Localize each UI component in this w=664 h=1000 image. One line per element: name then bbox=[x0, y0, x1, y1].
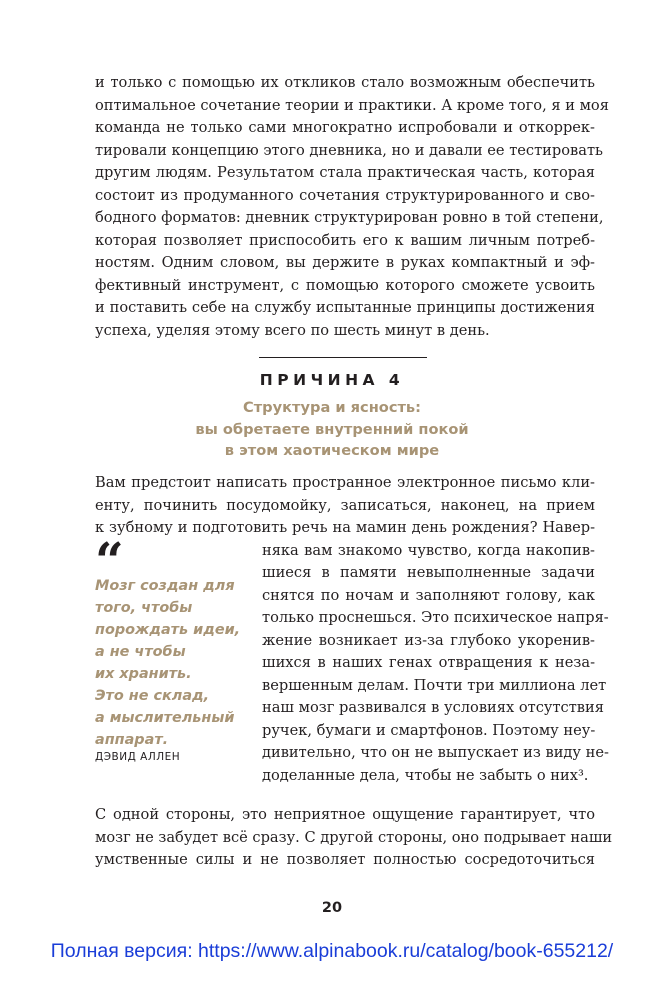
body-line: команда не только сами многократно испробовали и откоррек- bbox=[95, 119, 595, 136]
body-line: состоит из продуманного сочетания структурированного и сво- bbox=[95, 186, 595, 204]
body-line: фективный инструмент, с помощью которого сможете усвоить bbox=[95, 276, 595, 294]
body-line: к зубному и подготовить речь на мамин день рождения? Навер- bbox=[95, 519, 595, 536]
body-line: шиеся в памяти невыполненные задачи bbox=[262, 564, 595, 581]
section-subtitle: Структура и ясность: bbox=[243, 399, 421, 416]
body-line: вершенным делам. Почти три миллиона лет bbox=[262, 676, 607, 694]
body-line: оптимальное сочетание теории и практики. А кроме того, я и моя bbox=[95, 96, 609, 114]
body-line: наш мозг развивался в условиях отсутствия bbox=[262, 699, 604, 716]
body-line: енту, починить посудомойку, записаться, наконец, на прием bbox=[95, 496, 595, 514]
quote-line: порождать идеи, bbox=[95, 622, 241, 638]
body-line: Вам предстоит написать пространное электронное письмо кли- bbox=[95, 474, 595, 491]
section-subtitle: в этом хаотическом мире bbox=[224, 442, 440, 459]
section-divider bbox=[259, 357, 427, 358]
body-line: которая позволяет приспособить его к вашим личным потреб- bbox=[95, 231, 595, 249]
body-line: мозг не забудет всё сразу. С другой стороны, оно подрывает наши bbox=[95, 828, 613, 846]
body-line: умственные силы и не позволяет полностью сосредоточиться bbox=[95, 851, 595, 868]
body-line: успеха, уделяя этому всего по шесть минут в день. bbox=[95, 321, 490, 339]
full-version-link[interactable]: Полная версия: https://www.alpinabook.ru/catalog/book-655212/ bbox=[50, 940, 614, 962]
body-line: няка вам знакомо чувство, когда накопив- bbox=[262, 541, 595, 559]
page-number: 20 bbox=[321, 900, 343, 916]
quote-line: их хранить. bbox=[95, 666, 192, 682]
body-line: жение возникает из-за глубоко укоренив- bbox=[262, 631, 595, 649]
quote-mark-icon: “ bbox=[95, 531, 124, 590]
quote-line: аппарат. bbox=[95, 732, 169, 748]
quote-line: Это не склад, bbox=[95, 688, 210, 704]
quote-line: а мыслительный bbox=[95, 710, 235, 726]
body-line: С одной стороны, это неприятное ощущение гарантирует, что bbox=[95, 806, 595, 823]
quote-line: а не чтобы bbox=[95, 644, 186, 660]
quote-line: Мозг создан для bbox=[95, 578, 235, 594]
section-subtitle: вы обретаете внутренний покой bbox=[195, 420, 469, 438]
body-line: доделанные дела, чтобы не забыть о них³. bbox=[262, 766, 589, 784]
body-line: другим людям. Результатом стала практическая часть, которая bbox=[95, 164, 595, 181]
body-line: тировали концепцию этого дневника, но и давали ее тестировать bbox=[95, 141, 603, 159]
body-line: только проснешься. Это психическое напря- bbox=[262, 609, 609, 626]
body-line: и поставить себе на службу испытанные принципы достижения bbox=[95, 299, 595, 316]
quote-author: ДЭВИД АЛЛЕН bbox=[95, 751, 181, 763]
body-line: снятся по ночам и заполняют голову, как bbox=[262, 586, 595, 604]
body-line: дивительно, что он не выпускает из виду не- bbox=[262, 744, 609, 761]
body-line: и только с помощью их откликов стало возможным обеспечить bbox=[95, 74, 595, 91]
quote-line: того, чтобы bbox=[95, 600, 193, 616]
body-line: шихся в наших генах отвращения к неза- bbox=[262, 654, 595, 671]
body-line: ручек, бумаги и смартфонов. Поэтому неу- bbox=[262, 721, 596, 739]
body-line: бодного форматов: дневник структурирован ровно в той степени, bbox=[95, 209, 604, 226]
body-line: ностям. Одним словом, вы держите в руках компактный и эф- bbox=[95, 254, 595, 271]
section-label: ПРИЧИНА 4 bbox=[259, 371, 405, 389]
